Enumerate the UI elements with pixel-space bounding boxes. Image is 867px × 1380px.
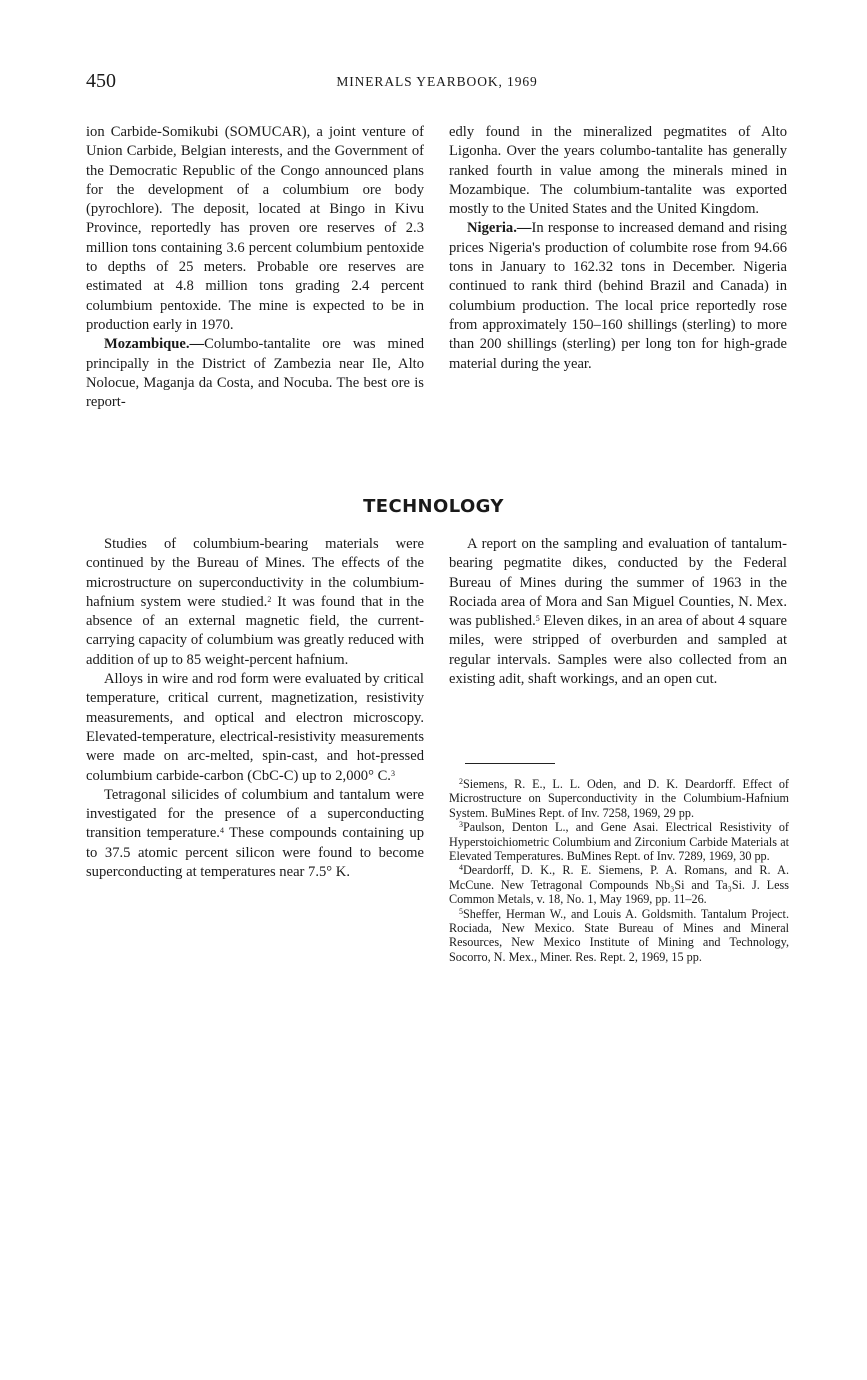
- top-right-column: [449, 123, 787, 374]
- paragraph-text: Alloys in wire and rod form were evaluated by critical temperature, critical current, magnetization, resistivity measurements, and optical and electron microscopy. Elevated-temperature, electrical-resistivity measurements were made on arc-melted, spin-cast, and hot-pressed columbium carbide-carbon (CbC-C) up to 2,000° C.: [86, 671, 424, 784]
- footnote-ref: 5: [535, 614, 540, 624]
- paragraph-text: Eleven dikes, in an area of about 4 square miles, were stripped of overburden and sampled at regular intervals. Samples were also collected from an existing adit, shaft workings, and an open cut.: [449, 613, 787, 688]
- mozambique-paragraph: [86, 335, 424, 412]
- nigeria-text: In response to increased demand and rising prices Nigeria's production of columbite rose from 94.66 tons in January to 162.32 tons in December. Nigeria continued to rank third (behind Brazil and Canada) in columbium production. The local price reportedly rose from approximately 150–160 shillings (sterling) to more than 200 shillings (sterling) per long ton for high-grade material during the year.: [449, 220, 787, 372]
- footnote: [449, 907, 789, 965]
- footnote: [449, 777, 789, 820]
- somucar-paragraph: ion Carbide-Somikubi (SOMUCAR), a joint venture of Union Carbide, Belgian interests, and the Government of the Democratic Republic of the Congo announced plans for the development of a columbium ore body (pyrochlore). The deposit, located at Bingo in Kivu Province, reportedly has proven ore reserves of 2.3 million tons containing 3.6 percent columbium pentoxide to depths of 25 meters. Probable ore reserves are estimated at 4.8 million tons grading 2.4 percent columbium pentoxide. The mine is expected to be in production early in 1970.: [86, 124, 424, 333]
- nigeria-heading: Nigeria.—: [467, 220, 532, 237]
- technology-right-column: [449, 535, 787, 689]
- footnote-number: 4: [459, 863, 463, 873]
- footnote-text: Sheffer, Herman W., and Louis A. Goldsmith. Tantalum Project. Rociada, New Mexico. State Bureau of Mines and Mineral Resources, New Mexico Institute of Mining and Technology, Socorro, N. Mex., Miner. Res. Rept. 2, 1969, 15 pp.: [449, 906, 789, 964]
- paragraph-text: Studies of columbium-bearing materials were continued by the Bureau of Mines. The effects of the microstructure on superconductivity in the columbium-hafnium system were studied.: [86, 536, 424, 610]
- technology-paragraph-3: [86, 786, 424, 882]
- mozambique-heading: Mozambique.—: [104, 336, 205, 353]
- paragraph-text: These compounds containing up to 37.5 atomic percent silicon were found to become superconducting at temperatures near 7.5° K.: [86, 825, 424, 881]
- footnote-number: 3: [459, 820, 463, 830]
- page-header: [86, 70, 788, 94]
- footnote-ref: 2: [267, 594, 272, 604]
- footnote-divider: [465, 763, 555, 764]
- mozambique-text: Columbo-tantalite ore was mined principally in the District of Zambezia near Ile, Alto Nolocue, Maganja da Costa, and Nocuba. The best ore is report-: [86, 336, 424, 411]
- footnote-text: Siemens, R. E., L. L. Oden, and D. K. Deardorff. Effect of Microstructure on Superconductivity in the Columbium-Hafnium System. BuMines Rept. of Inv. 7258, 1969, 29 pp.: [449, 777, 789, 820]
- top-left-column: [86, 123, 424, 412]
- technology-left-column: [86, 535, 424, 882]
- running-head: MINERALS YEARBOOK, 1969: [336, 74, 538, 89]
- technology-paragraph-1: [86, 535, 424, 670]
- technology-paragraph-2: [86, 670, 424, 786]
- footnote-number: 5: [459, 906, 463, 916]
- nigeria-paragraph: [449, 219, 787, 373]
- paragraph-text: A report on the sampling and evaluation of tantalum-bearing pegmatite dikes, conducted by the Federal Bureau of Mines during the summer of 1963 in the Rociada area of Mora and San Miguel Counties, N. Mex. was published.: [449, 536, 787, 630]
- section-heading-technology: TECHNOLOGY: [363, 496, 504, 517]
- footnote: [449, 863, 789, 906]
- technology-paragraph-4: [449, 535, 787, 689]
- footnote-text: Paulson, Denton L., and Gene Asai. Electrical Resistivity of Hyperstoichiometric Columbium and Zirconium Carbide Materials at Elevated Temperatures. BuMines Rept. of Inv. 7289, 1969, 30 pp.: [449, 820, 789, 864]
- paragraph-text: It was found that in the absence of an external magnetic field, the current-carrying capacity of columbium was greatly reduced with addition of up to 85 weight-percent hafnium.: [86, 593, 424, 668]
- footnote-ref: 4: [219, 826, 224, 836]
- footnotes: [449, 777, 789, 964]
- page-number: 450: [86, 70, 116, 92]
- paragraph-text: Tetragonal silicides of columbium and tantalum were investigated for the presence of a superconducting transition temperature.: [86, 786, 424, 842]
- footnote: [449, 820, 789, 863]
- footnote-ref: 3: [390, 768, 395, 778]
- footnote-number: 2: [459, 777, 463, 786]
- alto-ligonha-paragraph: edly found in the mineralized pegmatites of Alto Ligonha. Over the years columbo-tantalite has generally ranked fourth in value among the minerals mined in Mozambique. The columbium-tantalite was exported mostly to the United States and the United Kingdom.: [449, 124, 787, 218]
- footnote-text: Deardorff, D. K., R. E. Siemens, P. A. Romans, and R. A. McCune. New Tetragonal Compounds Nb₃Si and Ta₃Si. J. Less Common Metals, v. 18, No. 1, May 1969, pp. 11–26.: [449, 863, 789, 907]
